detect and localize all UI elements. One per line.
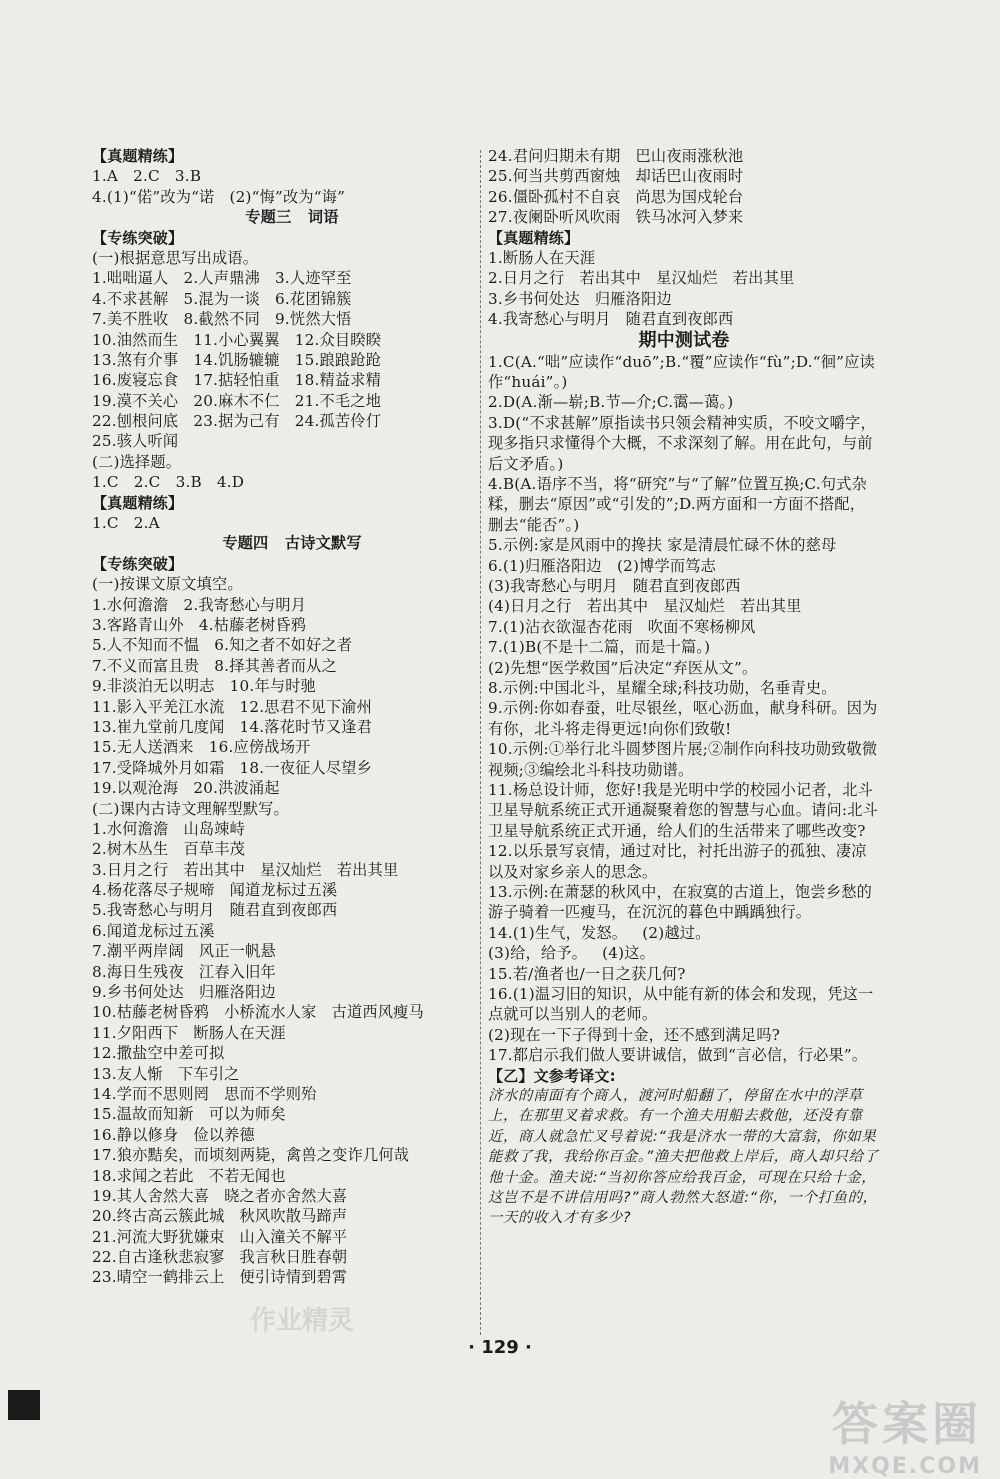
answer-line: 5.我寄愁心与明月 随君直到夜郎西: [92, 901, 338, 920]
answer-line: 16.(1)温习旧的知识，从中能有新的体会和发现，凭这一点就可以当别人的老师。: [488, 984, 874, 1024]
answer-line: (一)按课文原文填空。: [92, 575, 243, 594]
answer-line: 16.静以修身 俭以养德: [92, 1125, 255, 1144]
answer-line: 8.示例:中国北斗，星耀全球;科技功勋，名垂青史。: [488, 678, 837, 697]
answer-line: 7.不义而富且贵 8.择其善者而从之: [92, 656, 337, 675]
answer-line: 1.咄咄逼人 2.人声鼎沸 3.人迹罕至: [92, 269, 352, 288]
answer-line: 19.漠不关心 20.麻木不仁 21.不毛之地: [92, 391, 382, 410]
section-title: 专题三 词语: [245, 208, 339, 227]
answer-line: (3)给，给予。 (4)这。: [488, 944, 656, 963]
answer-line: 7.美不胜收 8.截然不同 9.恍然大悟: [92, 310, 352, 329]
answer-line: 19.其人舍然大喜 晓之者亦舍然大喜: [92, 1186, 348, 1205]
answer-line: 1.断肠人在天涯: [488, 248, 596, 267]
answer-line: 25.骇人听闻: [92, 432, 179, 451]
answer-line: 14.学而不思则罔 思而不学则殆: [92, 1084, 317, 1103]
answer-line: (2)先想“医学救国”后决定“弃医从文”。: [488, 658, 758, 677]
answer-line: (二)选择题。: [92, 452, 182, 471]
answer-line: 6.闻道龙标过五溪: [92, 921, 215, 940]
answer-line: 18.求闻之若此 不若无闻也: [92, 1166, 286, 1185]
answer-line: 15.温故而知新 可以为师矣: [92, 1105, 286, 1124]
answer-line: 15.若/渔者也/一日之获几何?: [488, 964, 686, 983]
answer-line: 7.潮平两岸阔 风正一帆悬: [92, 942, 276, 961]
answer-line: 10.油然而生 11.小心翼翼 12.众目睽睽: [92, 330, 382, 349]
answer-line: 2.树木丛生 百草丰茂: [92, 840, 246, 859]
answer-line: (一)根据意思写出成语。: [92, 248, 259, 267]
answer-line: 3.客路青山外 4.枯藤老树昏鸦: [92, 615, 307, 634]
answer-line: 26.僵卧孤村不自哀 尚思为国戍轮台: [488, 187, 744, 206]
section-title: 专题四 古诗文默写: [222, 534, 362, 553]
answer-line: 13.友人惭 下车引之: [92, 1064, 240, 1083]
answer-line: 1.C 2.A: [92, 514, 160, 533]
section-heading: 【真题精练】: [92, 147, 184, 165]
section-heading: 【真题精练】: [488, 228, 580, 247]
answer-line: 21.河流大野犹嫌束 山入潼关不解平: [92, 1227, 348, 1246]
answer-line: 9.非淡泊无以明志 10.年与时驰: [92, 677, 316, 696]
answer-line: 1.水何澹澹 山岛竦峙: [92, 819, 246, 838]
answer-line: (4)日月之行 若出其中 星汉灿烂 若出其里: [488, 597, 802, 616]
left-column: [92, 146, 472, 1288]
answer-line: 9.乡书何处达 归雁洛阳边: [92, 983, 276, 1002]
answer-line: 5.示例:家是风雨中的搀扶 家是清晨忙碌不休的慈母: [488, 536, 837, 555]
answer-line: (3)我寄愁心与明月 随君直到夜郎西: [488, 576, 741, 595]
answer-line: 11.杨总设计师，您好!我是光明中学的校园小记者，北斗卫星导航系统正式开通凝聚着您的智慧与心血。请问:北斗卫星导航系统正式开通，给人们的生活带来了哪些改变?: [488, 780, 879, 840]
answer-line: 4.(1)“偌”改为“诺 (2)“悔”改为“诲”: [92, 187, 346, 206]
watermark: [828, 1388, 982, 1479]
answer-line: 3.D(“不求甚解”原指读书只领会精神实质，不咬文嚼字，现多指只求懂得个大概，不求深刻了解。用在此句，与前后文矛盾。): [488, 413, 876, 473]
section-heading: 【真题精练】: [92, 493, 184, 512]
watermark-url: MXQE.COM: [828, 1454, 982, 1479]
answer-line: 13.示例:在萧瑟的秋风中，在寂寞的古道上，饱尝乡愁的游子骑着一匹瘦马，在沉沉的暮色中踽踽独行。: [488, 882, 872, 922]
answer-line: 11.夕阳西下 断肠人在天涯: [92, 1023, 286, 1042]
answer-line: (2)现在一下子得到十金，还不感到满足吗?: [488, 1025, 781, 1044]
answer-line: 22.刨根问底 23.据为己有 24.孤苦伶仃: [92, 412, 382, 431]
answer-line: 7.(1)B(不是十二篇，而是十篇。): [488, 638, 711, 657]
answer-line: 22.自古逢秋悲寂寥 我言秋日胜春朝: [92, 1248, 348, 1267]
answer-line: 10.示例:①举行北斗圆梦图片展;②制作向科技功勋致敬微视频;③编绘北斗科技功勋谱。: [488, 740, 878, 779]
answer-line: 19.以观沧海 20.洪波涌起: [92, 779, 280, 798]
answer-line: 12.撒盐空中差可拟: [92, 1044, 225, 1063]
answer-line: 1.A 2.C 3.B: [92, 167, 202, 186]
answer-line: 16.废寝忘食 17.掂轻怕重 18.精益求精: [92, 371, 382, 390]
answer-line: 14.(1)生气，发怒。 (2)越过。: [488, 923, 711, 942]
answer-line: 12.以乐景写哀情，通过对比，衬托出游子的孤独、凄凉以及对家乡亲人的思念。: [488, 842, 867, 881]
answer-line: 8.海日生残夜 江春入旧年: [92, 962, 276, 981]
answer-line: 25.何当共剪西窗烛 却话巴山夜雨时: [488, 167, 744, 186]
section-heading: 【乙】文参考译文:: [488, 1066, 616, 1085]
answer-line: 2.日月之行 若出其中 星汉灿烂 若出其里: [488, 269, 795, 288]
answer-line: 27.夜阑卧听风吹雨 铁马冰河入梦来: [488, 208, 744, 227]
answer-line: 9.示例:你如春蚕，吐尽银丝，呕心沥血，献身科研。因为有你，北斗将走得更远!向你们致敬!: [488, 699, 878, 738]
answer-line: 济水的南面有个商人，渡河时船翻了，停留在水中的浮草上，在那里叉着求救。有一个渔夫用船去救他，还没有靠近，商人就急忙叉号着说:“我是济水一带的大富翁，你如果能救了我，我给你百金。”渔夫把他救上岸后，商人却只给了他十金。渔夫说:“当初你答应给我百金，可现在只给十金，这岂不是不讲信用吗?”商人勃然大怒道:“你，一个打鱼的，一天的收入才有多少?: [488, 1087, 879, 1227]
answer-line: 4.杨花落尽子规啼 闻道龙标过五溪: [92, 881, 338, 900]
answer-line: 4.B(A.语序不当，将“研究”与“了解”位置互换;C.句式杂糅，删去“原因”或“引发的”;D.两方面和一方面不搭配，删去“能否”。): [488, 474, 868, 534]
answer-line: 1.C(A.“咄”应读作“duō”;B.“覆”应读作“fù”;D.“徊”应读作“huái”。): [488, 352, 875, 391]
watermark-logo: 答案圈: [832, 1397, 982, 1451]
answer-line: 10.枯藤老树昏鸦 小桥流水人家 古道西风瘦马: [92, 1003, 424, 1022]
answer-line: 5.人不知而不愠 6.知之者不如好之者: [92, 636, 353, 655]
answer-line: 7.(1)沾衣欲湿杏花雨 吹面不寒杨柳风: [488, 617, 756, 636]
answer-line: 6.(1)归雁洛阳边 (2)博学而笃志: [488, 556, 717, 575]
page-number: · 129 ·: [468, 1337, 532, 1358]
section-heading: 【专练突破】: [92, 228, 184, 247]
column-divider: [480, 150, 481, 1335]
answer-line: 1.C 2.C 3.B 4.D: [92, 473, 245, 492]
answer-line: 3.日月之行 若出其中 星汉灿烂 若出其里: [92, 860, 399, 879]
answer-line: 13.煞有介事 14.饥肠辘辘 15.踉踉跄跄: [92, 350, 382, 369]
answer-line: 4.我寄愁心与明月 随君直到夜郎西: [488, 310, 734, 329]
answer-line: 1.水何澹澹 2.我寄愁心与明月: [92, 595, 307, 614]
corner-mark: [8, 1390, 40, 1420]
answer-line: 17.狼亦黠矣，而顷刻两毙，禽兽之变诈几何哉: [92, 1146, 410, 1165]
answer-line: 17.受降城外月如霜 18.一夜征人尽望乡: [92, 758, 373, 777]
answer-line: 23.晴空一鹤排云上 便引诗情到碧霄: [92, 1268, 348, 1287]
answer-line: 11.影入平羌江水流 12.思君不见下渝州: [92, 697, 373, 716]
answer-line: 3.乡书何处达 归雁洛阳边: [488, 289, 672, 308]
answer-line: 2.D(A.渐—崭;B.节—介;C.霭—蔼。): [488, 393, 734, 412]
answer-line: 15.无人送酒来 16.应傍战场开: [92, 738, 311, 757]
section-title: 期中测试卷: [638, 329, 730, 351]
answer-line: 24.君问归期未有期 巴山夜雨涨秋池: [488, 147, 744, 165]
answer-line: (二)课内古诗文理解型默写。: [92, 799, 289, 818]
answer-line: 17.都启示我们做人要讲诚信，做到“言必信，行必果”。: [488, 1046, 868, 1065]
right-column: [488, 146, 880, 1229]
answer-line: 13.崔九堂前几度闻 14.落花时节又逢君: [92, 717, 373, 736]
section-heading: 【专练突破】: [92, 554, 184, 573]
answer-line: 20.终古高云簇此城 秋风吹散马蹄声: [92, 1207, 348, 1226]
answer-line: 4.不求甚解 5.混为一谈 6.花团锦簇: [92, 289, 352, 308]
faint-stamp: 作业精灵: [250, 1306, 355, 1336]
